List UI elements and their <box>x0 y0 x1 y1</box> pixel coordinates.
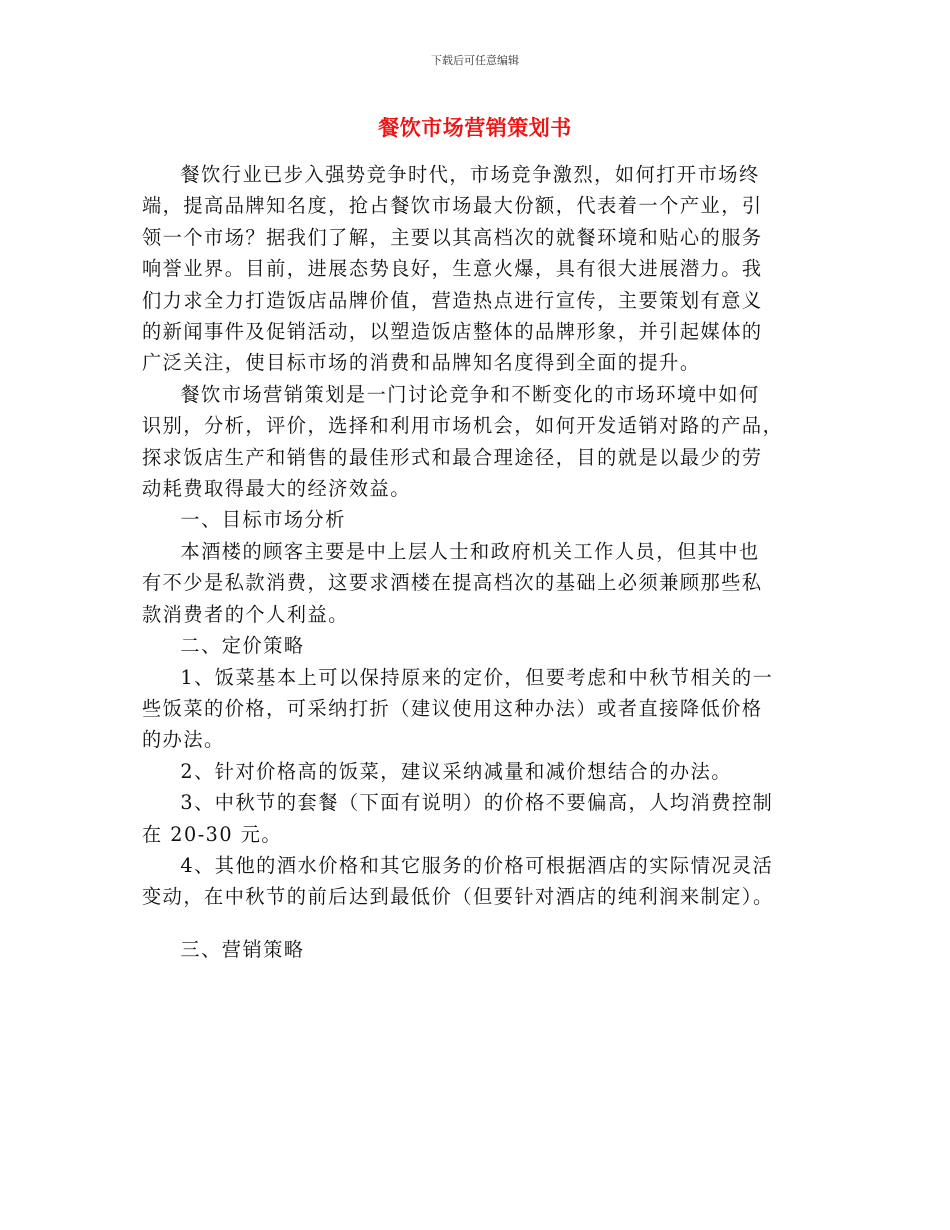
text-line: 些饭菜的价格，可采纳打折（建议使用这种办法）或者直接降低价格 <box>142 696 763 720</box>
text-line: 广泛关注，使目标市场的消费和品牌知名度得到全面的提升。 <box>142 351 701 375</box>
pricing-item-3 <box>142 787 810 850</box>
text-line: 有不少是私款消费，这要求酒楼在提高档次的基础上必须兼顾那些私 <box>142 571 763 595</box>
text-line: 动耗费取得最大的经济效益。 <box>142 477 411 501</box>
document-title: 餐饮市场营销策划书 <box>378 116 572 140</box>
text-line: 的新闻事件及促销活动，以塑造饭店整体的品牌形象，并引起媒体的 <box>142 320 763 344</box>
text-line: 餐饮市场营销策划是一门讨论竞争和不断变化的市场环境中如何 <box>180 382 760 406</box>
text-line: 1、饭菜基本上可以保持原来的定价，但要考虑和中秋节相关的一 <box>180 665 774 689</box>
section-heading: 二、定价策略 <box>180 634 305 658</box>
text-line: 款消费者的个人利益。 <box>142 602 349 626</box>
section-heading-marketing <box>142 934 810 965</box>
text-line: 3、中秋节的套餐（下面有说明）的价格不要偏高，人均消费控制 <box>180 791 774 815</box>
planning-paragraph <box>142 379 810 505</box>
section-heading-target-market <box>142 504 810 535</box>
text-line: 端，提高品牌知名度，抢占餐饮市场最大份额，代表着一个产业，引 <box>142 194 763 218</box>
text-line: 的办法。 <box>142 728 225 752</box>
text-line: 本酒楼的顾客主要是中上层人士和政府机关工作人员，但其中也 <box>180 539 760 563</box>
text-line: 响誉业界。目前，进展态势良好，生意火爆，具有很大进展潜力。我 <box>142 257 763 281</box>
text-line: 变动，在中秋节的前后达到最低价（但要针对酒店的纯利润来制定）。 <box>142 885 774 909</box>
pricing-item-1 <box>142 662 810 756</box>
intro-paragraph <box>142 159 810 379</box>
pricing-item-4 <box>142 850 810 913</box>
text-line: 领一个市场？据我们了解，主要以其高档次的就餐环境和贴心的服务 <box>142 225 763 249</box>
text-line: 们力求全力打造饭店品牌价值，营造热点进行宣传，主要策划有意义 <box>142 288 763 312</box>
section-heading-pricing <box>142 630 810 661</box>
header-note: 下载后可任意编辑 <box>431 54 519 67</box>
document-body <box>142 159 810 965</box>
text-line: 4、其他的酒水价格和其它服务的价格可根据酒店的实际情况灵活 <box>180 853 774 877</box>
section-heading: 三、营销策略 <box>180 937 305 961</box>
section-heading: 一、目标市场分析 <box>180 508 346 532</box>
text-line: 餐饮行业已步入强势竞争时代，市场竞争激烈，如何打开市场终 <box>180 163 760 186</box>
text-line: 识别，分析，评价，选择和利用市场机会，如何开发适销对路的产品， <box>142 414 784 438</box>
target-market-paragraph <box>142 536 810 630</box>
text-line: 探求饭店生产和销售的最佳形式和最合理途径，目的就是以最少的劳 <box>142 445 763 469</box>
text-line: 2、针对价格高的饭菜，建议采纳减量和减价想结合的办法。 <box>180 759 732 783</box>
pricing-item-2 <box>142 756 810 787</box>
text-line: 在 20-30 元。 <box>142 822 283 846</box>
